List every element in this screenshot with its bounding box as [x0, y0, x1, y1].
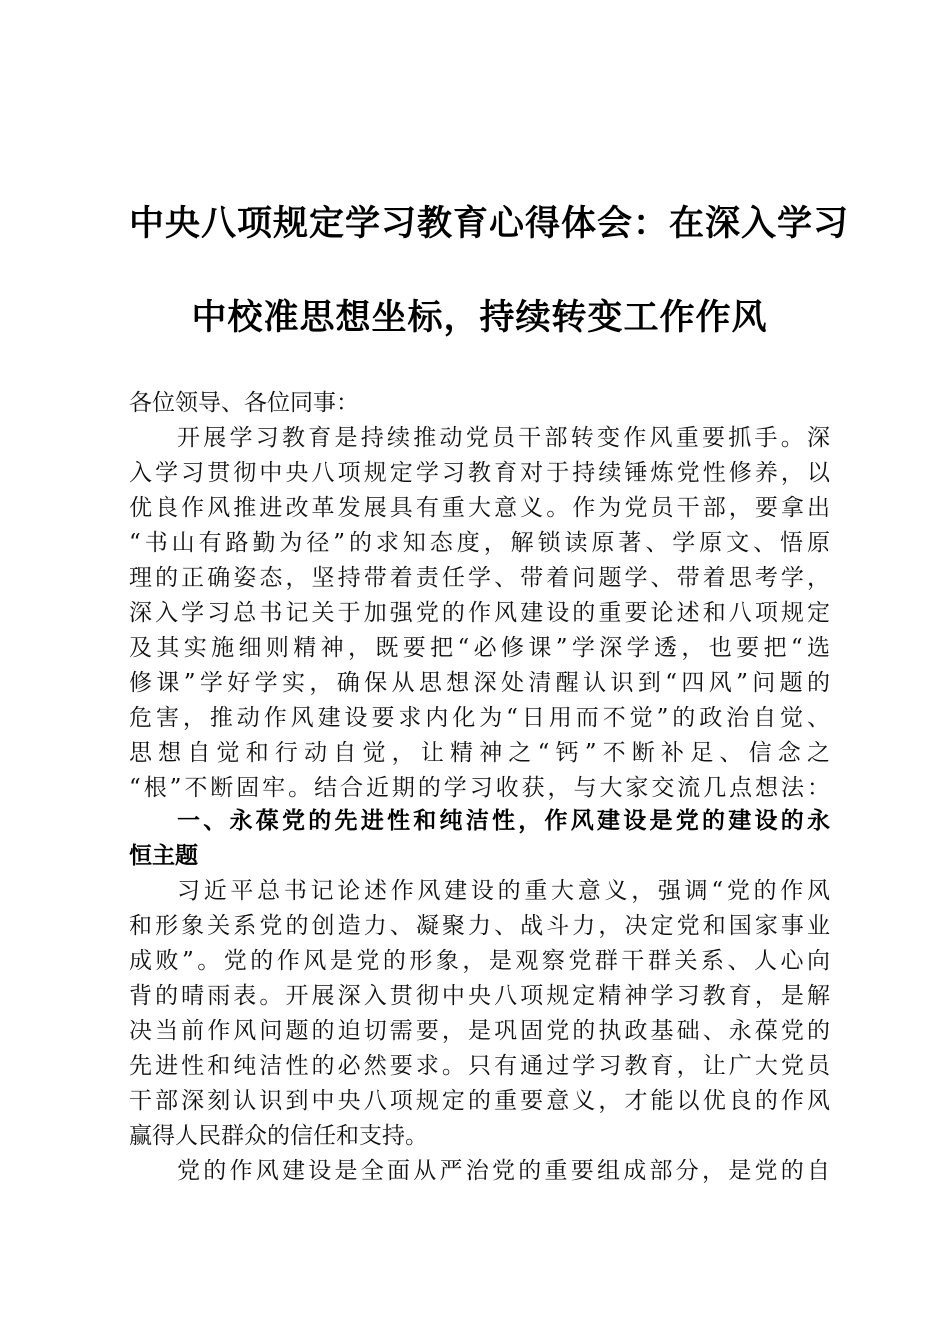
paragraph-1-line: 思想自觉和行动自觉，让精神之“钙”不断补足、信念之: [129, 740, 830, 766]
paragraph-1-line: “书山有路勤为径”的求知态度，解锁读原著、学原文、悟原: [129, 530, 830, 556]
paragraph-2-line: 和形象关系党的创造力、凝聚力、战斗力，决定党和国家事业: [129, 913, 830, 939]
document-title-line-2: 中校准思想坐标，持续转变工作作风: [191, 298, 768, 338]
paragraph-1-line: 入学习贯彻中央八项规定学习教育对于持续锤炼党性修养，以: [129, 460, 830, 486]
paragraph-2-line: 赢得人民群众的信任和支持。: [129, 1123, 428, 1149]
paragraph-2-line: 成败”。党的作风是党的形象，是观察党群干群关系、人心向: [129, 948, 830, 974]
paragraph-3-line: 党的作风建设是全面从严治党的重要组成部分，是党的自: [177, 1158, 830, 1184]
paragraph-1-line: 修课”学好学实，确保从思想深处清醒认识到“四风”问题的: [129, 670, 830, 696]
paragraph-1-line: “根”不断固牢。结合近期的学习收获，与大家交流几点想法：: [129, 775, 830, 801]
paragraph-2-line: 背的晴雨表。开展深入贯彻中央八项规定精神学习教育，是解: [129, 983, 830, 1009]
paragraph-1-line: 理的正确姿态，坚持带着责任学、带着问题学、带着思考学，: [129, 565, 830, 591]
document-page: [129, 0, 850, 1344]
paragraph-1-line: 危害，推动作风建设要求内化为“日用而不觉”的政治自觉、: [129, 705, 830, 731]
paragraph-1-line: 开展学习教育是持续推动党员干部转变作风重要抓手。深: [177, 425, 830, 451]
paragraph-1-line: 及其实施细则精神，既要把“必修课”学深学透，也要把“选: [129, 635, 830, 661]
salutation: 各位领导、各位同事：: [129, 390, 359, 416]
section-heading-1-line: 一、永葆党的先进性和纯洁性，作风建设是党的建设的永: [177, 808, 830, 834]
paragraph-2-line: 先进性和纯洁性的必然要求。只有通过学习教育，让广大党员: [129, 1053, 830, 1079]
paragraph-2-line: 习近平总书记论述作风建设的重大意义，强调“党的作风: [177, 878, 830, 904]
paragraph-2-line: 决当前作风问题的迫切需要，是巩固党的执政基础、永葆党的: [129, 1018, 830, 1044]
document-title-line-1: 中央八项规定学习教育心得体会：在深入学习: [129, 204, 850, 244]
paragraph-1-line: 深入学习总书记关于加强党的作风建设的重要论述和八项规定: [129, 600, 830, 626]
paragraph-1-line: 优良作风推进改革发展具有重大意义。作为党员干部，要拿出: [129, 495, 830, 521]
paragraph-2-line: 干部深刻认识到中央八项规定的重要意义，才能以优良的作风: [129, 1088, 830, 1114]
section-heading-1-line: 恒主题: [129, 843, 198, 869]
